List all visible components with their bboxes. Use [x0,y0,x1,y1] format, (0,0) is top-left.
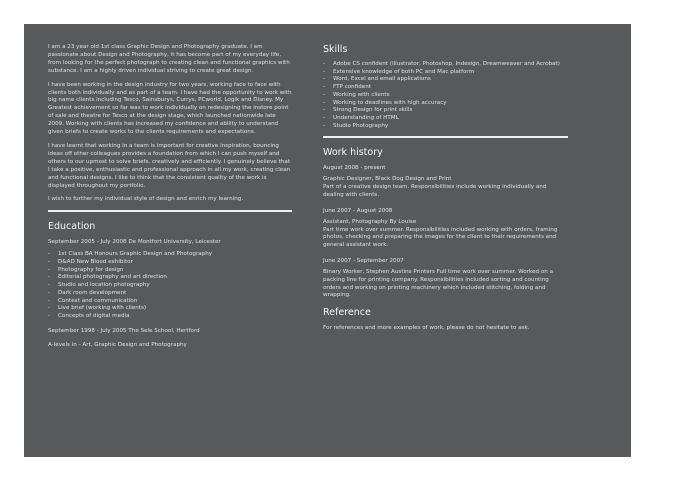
university-course-list [48,251,292,320]
reference-heading: Reference [323,307,371,319]
work-entry-date: June 2007 - September 2007 [323,257,404,264]
about-paragraph-4: I wish to further my individual style of design and enrich my learning. [48,196,244,203]
list-item: - Concepts of digital media [48,313,292,321]
list-item: - 1st Class BA Honours Graphic Design and Photography [48,251,292,259]
section-divider [323,136,568,138]
work-entry-description: Binary Worker, Stephen Austins Printers Full time work over summer. Worked on a packing line for printing company. Responsibilities included sorting and counting orders and working on printing machinery which included stitching, folding and wrapping. [323,268,554,299]
list-item: - Adobe CS confident (Illustrator, Photoshop, Indesign, Dreamweaver and Acrobat) [323,61,568,69]
list-item: - Extensive knowledge of both PC and Mac platform [323,69,568,77]
school-dates: September 1998 - July 2005 The Sele School, Hertford [48,327,200,334]
left-column [48,44,292,351]
list-item: - Studio and location photography [48,282,292,290]
skills-list [323,61,568,130]
list-item: - D&AD New Blood exhibitor [48,259,292,267]
work-entry [323,207,568,250]
list-item: - Strong Design for print skills [323,107,568,115]
about-paragraph-1: I am a 23 year old 1st class Graphic Design and Photography graduate. I am passionate about Design and Photography, it has become part of my everyday life, from looking for the perfect photograph to creating clean and functional graphics with substance. I am a highly driven individual striving to create great design. [48,44,290,74]
reference-text: For references and more examples of work, please do not hesitate to ask. [323,325,530,332]
list-item: - Editorial photography and art direction [48,274,292,282]
list-item: - FTP confident [323,84,568,92]
section-divider [48,210,292,212]
work-entry [323,164,568,199]
work-entry-description: Graphic Designer, Black Dog Design and Print Part of a creative design team. Responsibilities include working individually and dealing with clients. [323,176,547,198]
about-paragraph-3: I have learnt that working in a team is important for creative inspiration, bouncing ideas off other colleagues provides a foundation from which I can push myself and others to our upmost to solve briefs, creatively and efficiently. I genuinely believe that I take a positive, enthusiastic and professional approach in all my work, creating clean and functional designs. I like to think that the consistent quality of the work is displayed throughout my portfolio. [48,142,291,189]
education-heading: Education [48,221,96,233]
school-detail: A-levels in - Art, Graphic Design and Photography [48,341,187,348]
work-entry-description: Assistant, Photography By Louise Part time work over summer. Responsibilities included working with orders, framing photos, checking and preparing the images for the client to their requirements and general assistant work. [323,218,558,249]
list-item: - Working with clients [323,92,568,100]
list-item: - Understanding of HTML [323,115,568,123]
list-item: - Photography for design [48,267,292,275]
work-entry-date: August 2008 - present [323,165,386,172]
university-dates: September 2005 - July 2008 De Montfort University, Leicester [48,239,221,246]
work-entry [323,257,568,300]
list-item: - Studio Photography [323,123,568,131]
list-item: - Dark room development [48,290,292,298]
list-item: - Word, Excel and email applications [323,76,568,84]
list-item: - Context and communication [48,298,292,306]
about-paragraph-2: I have been working in the design industry for two years, working face to face with clients both individually and as part of a team. I have had the opportunity to work with big name clients including Tesco, Sainsburys, Currys, PCworld, Logik and Disney. My Greatest achievement so far was to work individually on redesigning the instore point of sale and theatre for Tesco at the design stage, which launched nationwide late 2009. Working with clients has increased my confidence and ability to understand given briefs to create works to the clients requirements and expectations. [48,81,292,136]
list-item: - Live brief (working with clients) [48,305,292,313]
list-item: - Working to deadlines with high accuracy [323,100,568,108]
right-column [323,44,568,334]
work-history-heading: Work history [323,147,383,159]
skills-heading: Skills [323,44,348,55]
cv-sheet [24,24,631,457]
work-entry-date: June 2007 - August 2008 [323,207,393,214]
